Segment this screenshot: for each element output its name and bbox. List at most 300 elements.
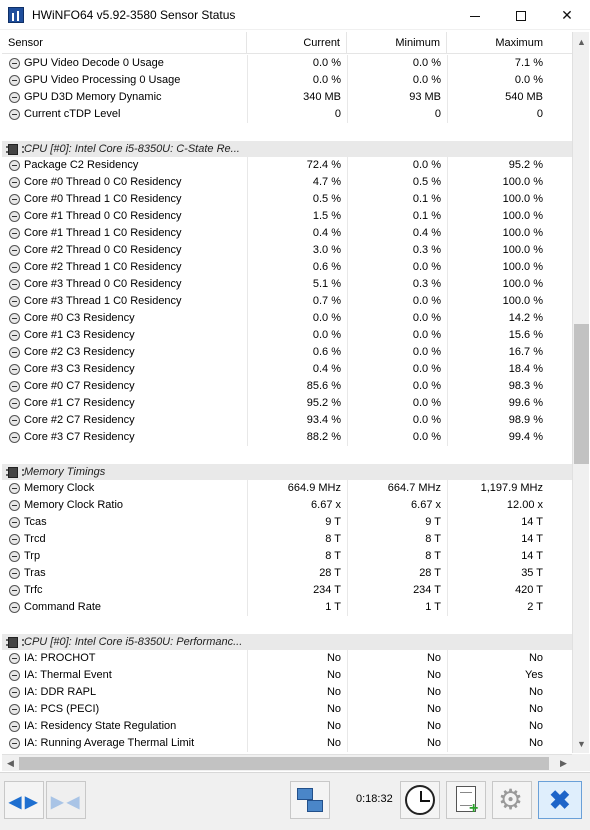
sensor-maximum-value: 7.1 % [447, 55, 547, 72]
sensor-row[interactable] [2, 412, 572, 429]
elapsed-time: 0:18:32 [356, 793, 393, 805]
sensor-name-cell [7, 548, 245, 565]
sensor-name: Package C2 Residency [24, 159, 139, 171]
sensor-row[interactable] [2, 582, 572, 599]
sensor-current-value: No [247, 718, 347, 735]
group-title: CPU [#0]: Intel Core i5-8350U: C-State Re... [24, 143, 240, 155]
sensor-grid[interactable] [2, 32, 572, 753]
sensor-group-header[interactable] [2, 463, 572, 480]
sensor-minimum-value: No [347, 735, 447, 752]
sensor-maximum-value: 100.0 % [447, 174, 547, 191]
sensor-row[interactable] [2, 106, 572, 123]
sensor-minimum-value: No [347, 684, 447, 701]
sensor-row[interactable] [2, 259, 572, 276]
sensor-name: GPU Video Processing 0 Usage [24, 74, 181, 86]
sensor-group-header[interactable] [2, 140, 572, 157]
sensor-name: Memory Clock Ratio [24, 499, 124, 511]
sensor-row[interactable] [2, 701, 572, 718]
sensor-maximum-value: 14 T [447, 531, 547, 548]
sensor-name: IA: PROCHOT [24, 652, 96, 664]
sensor-gauge-icon [9, 517, 20, 528]
sensor-current-value: 340 MB [247, 89, 347, 106]
sensor-name: Core #3 Thread 1 C0 Residency [24, 295, 182, 307]
sensor-current-value: 4.7 % [247, 174, 347, 191]
sensor-maximum-value: 100.0 % [447, 225, 547, 242]
chip-icon [8, 467, 18, 478]
sensor-minimum-value: 0.0 % [347, 361, 447, 378]
network-button[interactable] [290, 781, 330, 819]
scroll-corner [572, 754, 590, 771]
sensor-row[interactable] [2, 242, 572, 259]
sensor-name-cell [7, 531, 245, 548]
sensor-gauge-icon [9, 313, 20, 324]
sensor-current-value: No [247, 667, 347, 684]
sensor-minimum-value: 0.3 % [347, 242, 447, 259]
sensor-minimum-value: 0.0 % [347, 157, 447, 174]
maximize-button[interactable] [498, 0, 544, 30]
sensor-maximum-value: 15.6 % [447, 327, 547, 344]
sensor-row[interactable] [2, 310, 572, 327]
gear-icon: ⚙ [498, 784, 524, 815]
sensor-row[interactable] [2, 531, 572, 548]
sensor-row[interactable] [2, 276, 572, 293]
sensor-maximum-value: 100.0 % [447, 293, 547, 310]
sensor-gauge-icon [9, 109, 20, 120]
sensor-row[interactable] [2, 429, 572, 446]
sensor-minimum-value: 0 [347, 106, 447, 123]
network-computers-icon [297, 788, 313, 800]
sensor-maximum-value: 98.3 % [447, 378, 547, 395]
sensor-gauge-icon [9, 568, 20, 579]
sensor-maximum-value: Yes [447, 667, 547, 684]
sensor-maximum-value: 100.0 % [447, 276, 547, 293]
sensor-row[interactable] [2, 718, 572, 735]
sensor-row[interactable] [2, 72, 572, 89]
sensor-current-value: 3.0 % [247, 242, 347, 259]
sensor-current-value: 93.4 % [247, 412, 347, 429]
sensor-gauge-icon [9, 364, 20, 375]
close-sensors-button[interactable] [538, 781, 582, 819]
sensor-row[interactable] [2, 344, 572, 361]
column-header-sensor[interactable]: Sensor [2, 32, 247, 54]
sensor-name-cell [7, 72, 245, 89]
sensor-name-cell [7, 378, 245, 395]
sensor-current-value: 8 T [247, 548, 347, 565]
sensor-name-cell [7, 718, 245, 735]
sensor-gauge-icon [9, 92, 20, 103]
sensor-current-value: 0.0 % [247, 55, 347, 72]
sensor-minimum-value: 0.1 % [347, 191, 447, 208]
vertical-scroll-thumb[interactable] [574, 324, 589, 464]
sensor-name: Tras [24, 567, 46, 579]
sensor-minimum-value: 0.0 % [347, 72, 447, 89]
sensor-name: Core #2 C3 Residency [24, 346, 135, 358]
sensor-name-cell [7, 429, 245, 446]
sensor-row[interactable] [2, 55, 572, 72]
bottom-toolbar [0, 772, 590, 830]
sensor-minimum-value: 0.0 % [347, 378, 447, 395]
sensor-row[interactable] [2, 225, 572, 242]
sensor-gauge-icon [9, 194, 20, 205]
sensor-maximum-value: No [447, 718, 547, 735]
vertical-scrollbar[interactable] [572, 32, 589, 753]
scroll-right-arrow-icon[interactable]: ▶ [560, 758, 567, 768]
sensor-current-value: No [247, 701, 347, 718]
sensor-gauge-icon [9, 177, 20, 188]
sensor-gauge-icon [9, 415, 20, 426]
group-title: Memory Timings [24, 466, 106, 478]
arrow-left-icon: ◀ [67, 794, 80, 811]
sensor-gauge-icon [9, 58, 20, 69]
sensor-gauge-icon [9, 551, 20, 562]
sensor-gauge-icon [9, 262, 20, 273]
sensor-maximum-value: No [447, 684, 547, 701]
sensor-maximum-value: 18.4 % [447, 361, 547, 378]
sensor-name: Trfc [24, 584, 43, 596]
sensor-name-cell [7, 106, 245, 123]
sensor-name-cell [7, 191, 245, 208]
sensor-minimum-value: No [347, 650, 447, 667]
sensor-current-value: 28 T [247, 565, 347, 582]
sensor-name-cell [7, 514, 245, 531]
sensor-row[interactable] [2, 548, 572, 565]
close-x-icon: ✖ [549, 785, 571, 815]
sensor-minimum-value: 0.0 % [347, 429, 447, 446]
sensor-gauge-icon [9, 75, 20, 86]
sensor-name: Core #0 C3 Residency [24, 312, 135, 324]
column-header-row [2, 32, 572, 54]
sensor-minimum-value: 93 MB [347, 89, 447, 106]
sensor-current-value: 0 [247, 106, 347, 123]
horizontal-scrollbar[interactable] [2, 754, 572, 771]
sensor-minimum-value: 0.0 % [347, 344, 447, 361]
sensor-current-value: 0.6 % [247, 259, 347, 276]
sensor-name: IA: DDR RAPL [24, 686, 97, 698]
sensor-name: Core #3 C7 Residency [24, 431, 135, 443]
sensor-minimum-value: 0.0 % [347, 55, 447, 72]
title-bar [0, 0, 590, 30]
spacer-row [2, 123, 572, 140]
sensor-gauge-icon [9, 398, 20, 409]
sensor-name: Core #1 C3 Residency [24, 329, 135, 341]
sensor-maximum-value: 95.2 % [447, 157, 547, 174]
sensor-name-cell [7, 208, 245, 225]
sensor-minimum-value: No [347, 667, 447, 684]
sensor-row[interactable] [2, 735, 572, 752]
sensor-maximum-value: 98.9 % [447, 412, 547, 429]
sensor-maximum-value: 540 MB [447, 89, 547, 106]
arrow-right-icon: ▶ [25, 794, 38, 811]
scroll-down-arrow-icon[interactable]: ▼ [577, 739, 586, 749]
sensor-row[interactable] [2, 395, 572, 412]
sensor-name-cell [7, 276, 245, 293]
sensor-name: Core #0 Thread 0 C0 Residency [24, 176, 182, 188]
sensor-name: Core #3 Thread 0 C0 Residency [24, 278, 182, 290]
sensor-name: Tcas [24, 516, 47, 528]
sensor-minimum-value: 1 T [347, 599, 447, 616]
sensor-name-cell [7, 701, 245, 718]
sensor-name: IA: PCS (PECI) [24, 703, 100, 715]
sensor-name-cell [7, 259, 245, 276]
sensor-row[interactable] [2, 378, 572, 395]
sensor-row[interactable] [2, 514, 572, 531]
sensor-row[interactable] [2, 480, 572, 497]
sensor-maximum-value: 99.6 % [447, 395, 547, 412]
sensor-minimum-value: 0.5 % [347, 174, 447, 191]
sensor-name-cell [7, 242, 245, 259]
sensor-current-value: 664.9 MHz [247, 480, 347, 497]
sensor-name: Command Rate [24, 601, 102, 613]
sensor-name-cell [7, 361, 245, 378]
sensor-maximum-value: 12.00 x [447, 497, 547, 514]
sensor-row[interactable] [2, 361, 572, 378]
sensor-gauge-icon [9, 602, 20, 613]
settings-button[interactable] [492, 781, 532, 819]
add-plus-icon: + [469, 800, 479, 817]
close-icon: ✕ [561, 7, 573, 23]
sensor-current-value: No [247, 650, 347, 667]
spacer-row [2, 446, 572, 463]
sensor-gauge-icon [9, 347, 20, 358]
sensor-name: Core #1 C7 Residency [24, 397, 135, 409]
logging-button[interactable] [446, 781, 486, 819]
sensor-name-cell [7, 344, 245, 361]
sensor-name-cell [7, 650, 245, 667]
sensor-name-cell [7, 599, 245, 616]
sensor-maximum-value: 0 [447, 106, 547, 123]
sensor-name: Core #2 Thread 1 C0 Residency [24, 261, 182, 273]
sensor-name-cell [7, 310, 245, 327]
horizontal-scroll-thumb[interactable] [19, 757, 549, 770]
minimize-button[interactable] [452, 0, 498, 30]
sensor-current-value: 234 T [247, 582, 347, 599]
sensor-current-value: 0.4 % [247, 361, 347, 378]
sensor-minimum-value: 0.0 % [347, 395, 447, 412]
sensor-maximum-value: 420 T [447, 582, 547, 599]
sensor-current-value: No [247, 684, 347, 701]
sensor-minimum-value: 6.67 x [347, 497, 447, 514]
sensor-name-cell [7, 327, 245, 344]
sensor-gauge-icon [9, 585, 20, 596]
sensor-name-cell [7, 684, 245, 701]
sensor-row[interactable] [2, 293, 572, 310]
sensor-current-value: 8 T [247, 531, 347, 548]
sensor-gauge-icon [9, 381, 20, 392]
sensor-minimum-value: 8 T [347, 548, 447, 565]
sensor-name-cell [7, 667, 245, 684]
clock-icon [405, 785, 435, 815]
sensor-gauge-icon [9, 160, 20, 171]
sensor-minimum-value: 0.0 % [347, 310, 447, 327]
sensor-gauge-icon [9, 500, 20, 511]
sensor-name: IA: Thermal Event [24, 669, 112, 681]
sensor-current-value: 95.2 % [247, 395, 347, 412]
sensor-gauge-icon [9, 738, 20, 749]
sensor-maximum-value: 14 T [447, 548, 547, 565]
sensor-minimum-value: 0.0 % [347, 293, 447, 310]
sensor-name: Core #0 C7 Residency [24, 380, 135, 392]
sensor-maximum-value: 1,197.9 MHz [447, 480, 547, 497]
sensor-maximum-value: 2 T [447, 599, 547, 616]
sensor-group-header[interactable] [2, 633, 572, 650]
minimize-icon [470, 16, 480, 17]
sensor-minimum-value: 664.7 MHz [347, 480, 447, 497]
sensor-row[interactable] [2, 497, 572, 514]
sensor-row[interactable] [2, 599, 572, 616]
sensor-name-cell [7, 157, 245, 174]
sensor-current-value: No [247, 735, 347, 752]
sensor-name: Core #2 Thread 0 C0 Residency [24, 244, 182, 256]
sensor-gauge-icon [9, 330, 20, 341]
sensor-maximum-value: 14 T [447, 514, 547, 531]
sensor-row[interactable] [2, 650, 572, 667]
sensor-minimum-value: 0.0 % [347, 327, 447, 344]
sensor-minimum-value: 8 T [347, 531, 447, 548]
sensor-current-value: 0.6 % [247, 344, 347, 361]
sensor-name-cell [7, 174, 245, 191]
sensor-maximum-value: 100.0 % [447, 208, 547, 225]
sensor-row[interactable] [2, 684, 572, 701]
sensor-minimum-value: 0.1 % [347, 208, 447, 225]
sensor-current-value: 0.7 % [247, 293, 347, 310]
hwinfo-app-icon [8, 7, 24, 23]
sensor-name-cell [7, 497, 245, 514]
sensor-maximum-value: 100.0 % [447, 191, 547, 208]
sensor-name: Core #3 C3 Residency [24, 363, 135, 375]
sensor-maximum-value: 99.4 % [447, 429, 547, 446]
sensor-name: Core #1 Thread 1 C0 Residency [24, 227, 182, 239]
arrow-right-icon: ▶ [51, 794, 64, 811]
sensor-gauge-icon [9, 483, 20, 494]
sensor-name-cell [7, 735, 245, 752]
sensor-row[interactable] [2, 208, 572, 225]
sensor-name: Core #0 Thread 1 C0 Residency [24, 193, 182, 205]
sensor-row[interactable] [2, 191, 572, 208]
sensor-current-value: 0.0 % [247, 327, 347, 344]
sensor-gauge-icon [9, 670, 20, 681]
sensor-name-cell [7, 565, 245, 582]
sensor-row[interactable] [2, 565, 572, 582]
sensor-name: Trp [24, 550, 41, 562]
scroll-up-arrow-icon[interactable]: ▲ [577, 37, 586, 47]
sensor-name: GPU D3D Memory Dynamic [24, 91, 162, 103]
sensor-gauge-icon [9, 211, 20, 222]
sensor-current-value: 72.4 % [247, 157, 347, 174]
sensor-name-cell [7, 293, 245, 310]
sensor-name: GPU Video Decode 0 Usage [24, 57, 164, 69]
sensor-minimum-value: 0.0 % [347, 412, 447, 429]
sensor-maximum-value: No [447, 650, 547, 667]
sensor-gauge-icon [9, 653, 20, 664]
sensor-name: Current cTDP Level [24, 108, 121, 120]
sensor-gauge-icon [9, 279, 20, 290]
sensor-maximum-value: 35 T [447, 565, 547, 582]
sensor-gauge-icon [9, 296, 20, 307]
sensor-name-cell [7, 55, 245, 72]
sensor-gauge-icon [9, 228, 20, 239]
group-title: CPU [#0]: Intel Core i5-8350U: Performanc... [24, 636, 243, 648]
chip-icon [8, 637, 18, 648]
arrow-left-icon: ◀ [9, 794, 22, 811]
reset-clock-button[interactable] [400, 781, 440, 819]
sensor-current-value: 0.4 % [247, 225, 347, 242]
sensor-minimum-value: No [347, 701, 447, 718]
sensor-name-cell [7, 582, 245, 599]
sensor-minimum-value: 28 T [347, 565, 447, 582]
sensor-maximum-value: No [447, 701, 547, 718]
sensor-row[interactable] [2, 327, 572, 344]
sensor-gauge-icon [9, 704, 20, 715]
sensor-minimum-value: 9 T [347, 514, 447, 531]
sensor-current-value: 0.5 % [247, 191, 347, 208]
sensor-row[interactable] [2, 174, 572, 191]
sensor-current-value: 5.1 % [247, 276, 347, 293]
sensor-name-cell [7, 89, 245, 106]
sensor-name: IA: Running Average Thermal Limit [24, 737, 195, 749]
sensor-gauge-icon [9, 245, 20, 256]
navigate-sensors-button[interactable] [4, 781, 44, 819]
sensor-name: Core #1 Thread 0 C0 Residency [24, 210, 182, 222]
sensor-name-cell [7, 225, 245, 242]
navigate-sensors-alt-button[interactable] [46, 781, 86, 819]
sensor-rows [2, 55, 572, 752]
sensor-minimum-value: No [347, 718, 447, 735]
scroll-left-arrow-icon[interactable]: ◀ [7, 758, 14, 768]
spacer-row [2, 616, 572, 633]
sensor-name-cell [7, 395, 245, 412]
sensor-gauge-icon [9, 721, 20, 732]
sensor-row[interactable] [2, 667, 572, 684]
sensor-row[interactable] [2, 89, 572, 106]
sensor-minimum-value: 234 T [347, 582, 447, 599]
sensor-maximum-value: 100.0 % [447, 259, 547, 276]
sensor-current-value: 0.0 % [247, 310, 347, 327]
sensor-name-cell [7, 480, 245, 497]
sensor-minimum-value: 0.3 % [347, 276, 447, 293]
window-title: HWiNFO64 v5.92-3580 Sensor Status [32, 8, 236, 22]
network-computers-icon-part [307, 800, 323, 812]
sensor-current-value: 9 T [247, 514, 347, 531]
sensor-name: Core #2 C7 Residency [24, 414, 135, 426]
sensor-gauge-icon [9, 432, 20, 443]
sensor-gauge-icon [9, 687, 20, 698]
sensor-name: IA: Residency State Regulation [24, 720, 177, 732]
sensor-current-value: 85.6 % [247, 378, 347, 395]
sensor-maximum-value: 16.7 % [447, 344, 547, 361]
sensor-maximum-value: 14.2 % [447, 310, 547, 327]
sensor-name: Trcd [24, 533, 46, 545]
sensor-current-value: 6.67 x [247, 497, 347, 514]
sensor-name: Memory Clock [24, 482, 95, 494]
sensor-current-value: 0.0 % [247, 72, 347, 89]
sensor-maximum-value: 0.0 % [447, 72, 547, 89]
column-header-minimum[interactable]: Minimum [347, 32, 447, 54]
sensor-current-value: 88.2 % [247, 429, 347, 446]
sensor-minimum-value: 0.4 % [347, 225, 447, 242]
sensor-current-value: 1.5 % [247, 208, 347, 225]
sensor-row[interactable] [2, 157, 572, 174]
column-header-maximum[interactable]: Maximum [495, 37, 543, 49]
sensor-maximum-value: No [447, 735, 547, 752]
sensor-name-cell [7, 412, 245, 429]
sensor-gauge-icon [9, 534, 20, 545]
sensor-current-value: 1 T [247, 599, 347, 616]
maximize-icon [516, 11, 526, 21]
column-header-current[interactable]: Current [247, 32, 347, 54]
chip-icon [8, 144, 18, 155]
sensor-minimum-value: 0.0 % [347, 259, 447, 276]
close-window-button[interactable] [544, 0, 590, 30]
